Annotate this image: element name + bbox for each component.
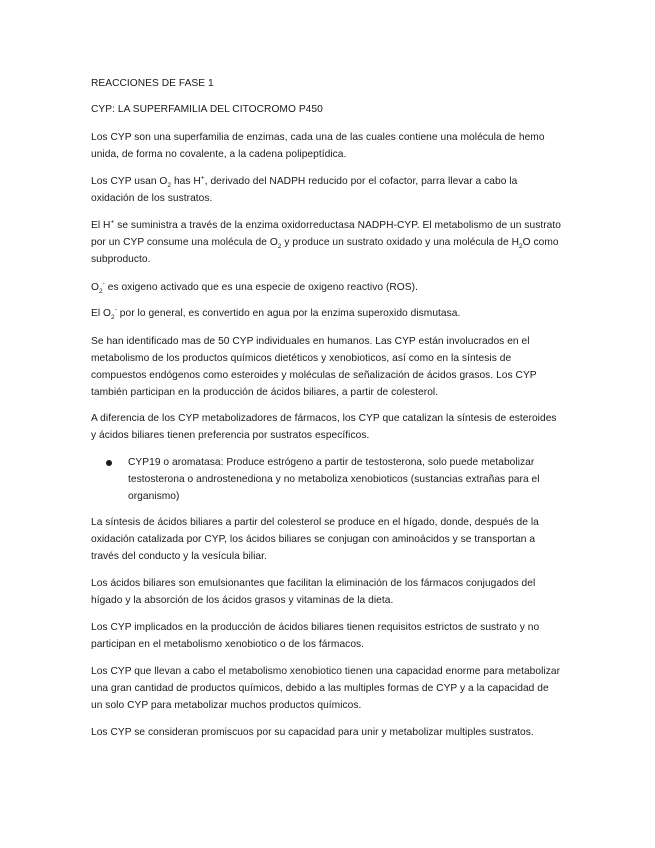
- heading-fase-1: REACCIONES DE FASE 1: [91, 78, 214, 89]
- bullet-icon: [106, 460, 112, 466]
- paragraph-ros: $O_2^-$ es oxigeno activado que es una especie de oxigeno reactivo (ROS).: [91, 280, 418, 296]
- paragraph-cyp-o2: Los CYP usan $O_2$ has H+, derivado del NADPH reducido por el cofactor, parra llevar a cabo la oxidación de los sustratos.: [91, 174, 518, 204]
- paragraph-cyp-definition: Los CYP son una superfamilia de enzimas, cada una de las cuales contiene una molécula de hemo unida, de forma no covalente, a la cadena polipeptídica.: [91, 132, 545, 160]
- paragraph-requisitos-sustrato: Los CYP implicados en la producción de ácidos biliares tienen requisitos estrictos de sustrato y no participan en el metabolismo xenobiotico o de los fármacos.: [91, 622, 540, 650]
- paragraph-cyp-humanos: Se han identificado mas de 50 CYP individuales en humanos. Las CYP están involucrados en el metabolismo de los productos químicos dietéticos y xenobioticos, así como en la síntesis de compuestos endógenos como esteroides y moléculas de señalización de ácidos grasos. Los CYP también participan en la producción de ácidos biliares, a partir de colesterol.: [91, 336, 537, 398]
- paragraph-h-suministro: El H+ se suministra a través de la enzima oxidorreductasa NADPH-CYP. El metabolismo de un sustrato por un CYP consume una molécula de $O_2$ y produce un sustrato oxidado y una molécula de $H_2O$ como subproducto.: [91, 218, 561, 265]
- paragraph-acidos-biliares-sintesis: La síntesis de ácidos biliares a partir del colesterol se produce en el hígado, donde, después de la oxidación catalizada por CYP, los ácidos biliares se conjugan con aminoácidos y se transportan a través del conducto y la vesícula biliar.: [91, 517, 539, 562]
- paragraph-emulsionantes: Los ácidos biliares son emulsionantes que facilitan la eliminación de los fármacos conjugados del hígado y la absorción de los ácidos grasos y vitaminas de la dieta.: [91, 578, 536, 606]
- paragraph-promiscuos: Los CYP se consideran promiscuos por su capacidad para unir y metabolizar multiples sustratos.: [91, 727, 534, 738]
- paragraph-metabolismo-xenobiotico: Los CYP que llevan a cabo el metabolismo xenobiotico tienen una capacidad enorme para metabolizar una gran cantidad de productos químicos, debido a las multiples formas de CYP y a la capacidad de un solo CYP para metabolizar muchos productos químicos.: [91, 666, 561, 711]
- paragraph-cyp-esteroides: A diferencia de los CYP metabolizadores de fármacos, los CYP que catalizan la síntesis de esteroides y ácidos biliares tienen preferencia por sustratos específicos.: [91, 413, 557, 441]
- paragraph-superoxido: El $O_2^-$ por lo general, es convertido en agua por la enzima superoxido dismutasa.: [91, 306, 461, 322]
- heading-cyp-superfamilia: CYP: LA SUPERFAMILIA DEL CITOCROMO P450: [91, 104, 323, 115]
- list-item-cyp19: CYP19 o aromatasa: Produce estrógeno a partir de testosterona, solo puede metabolizar testosterona o androstenediona y no metaboliza xenobioticos (sustancias extrañas para el organismo): [128, 457, 540, 502]
